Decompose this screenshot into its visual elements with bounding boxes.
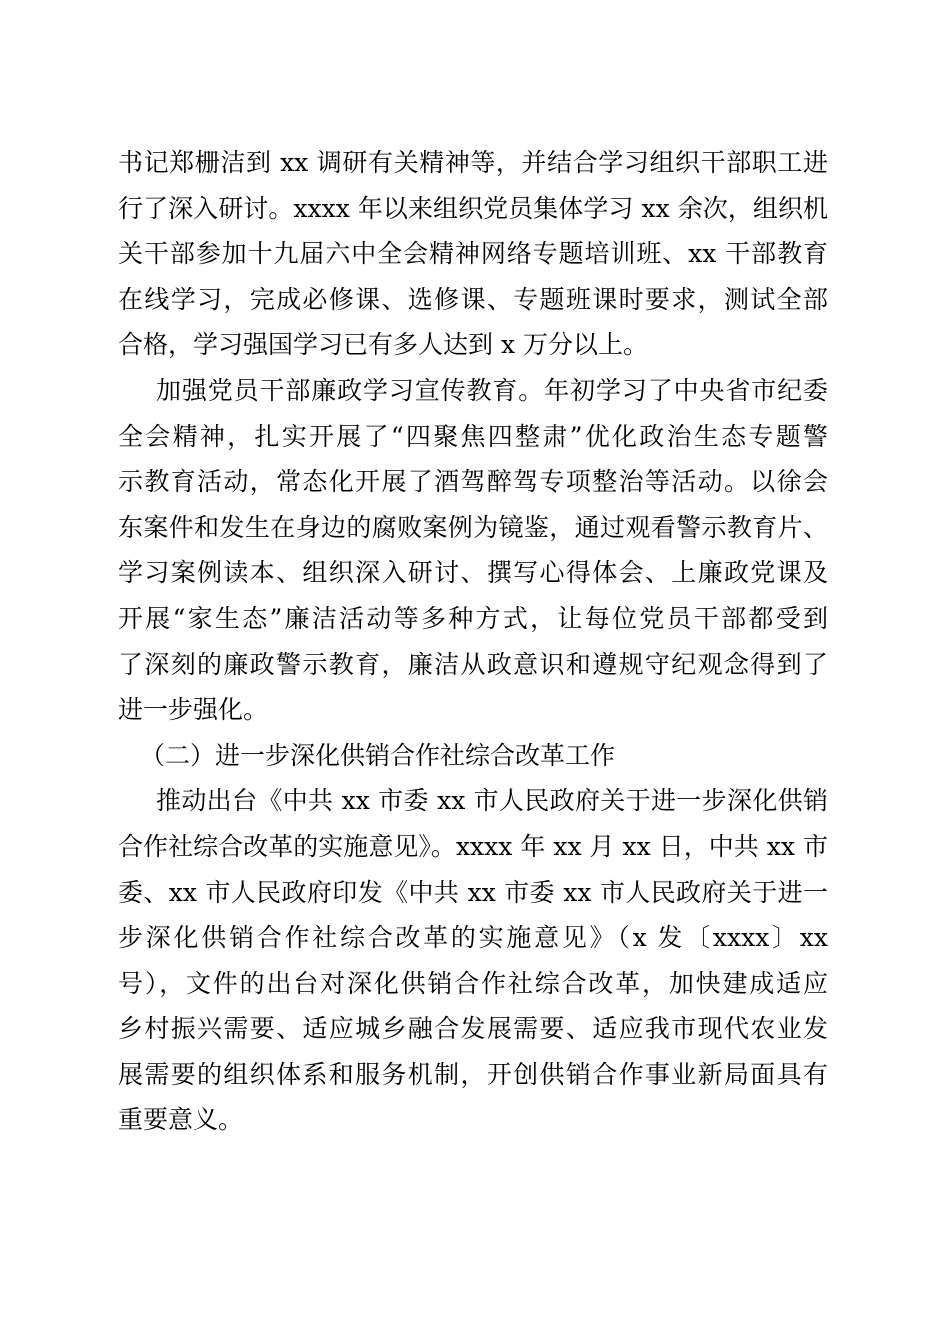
text-line: 了深刻的廉政警示教育，廉洁从政意识和遵规守纪观念得到了 bbox=[118, 649, 828, 679]
section-heading bbox=[118, 733, 828, 779]
text-line: 书记郑栅洁到 xx 调研有关精神等，并结合学习组织干部职工进 bbox=[118, 148, 828, 177]
text-line: 合格，学习强国学习已有多人达到 x 万分以上。 bbox=[118, 330, 648, 360]
text-line: 关干部参加十九届六中全会精神网络专题培训班、xx 干部教育 bbox=[118, 239, 828, 269]
text-line: 学习案例读本、组织深入研讨、撰写心得体会、上廉政党课及 bbox=[118, 558, 828, 588]
text-line: 示教育活动，常态化开展了酒驾醉驾专项整治等活动。以徐会 bbox=[118, 467, 828, 497]
text-line: 展需要的组织体系和服务机制，开创供销合作事业新局面具有 bbox=[118, 1059, 828, 1089]
text-line: 开展“家生态”廉洁活动等多种方式，让每位党员干部都受到 bbox=[118, 603, 828, 633]
text-line: 步深化供销合作社综合改革的实施意见》（x 发〔xxxx〕xx bbox=[118, 923, 828, 953]
text-line: 行了深入研讨。xxxx 年以来组织党员集体学习 xx 余次，组织机 bbox=[118, 193, 828, 223]
text-line: 在线学习，完成必修课、选修课、专题班课时要求，测试全部 bbox=[118, 284, 828, 314]
paragraph-integrity-education bbox=[118, 368, 828, 733]
text-line: 委、xx 市人民政府印发《中共 xx 市委 xx 市人民政府关于进一 bbox=[118, 877, 828, 907]
paragraph-study bbox=[118, 140, 828, 368]
text-line: 重要意义。 bbox=[118, 1105, 244, 1135]
section-heading-text: （二）进一步深化供销合作社综合改革工作 bbox=[140, 740, 616, 770]
text-line: 进一步强化。 bbox=[118, 695, 269, 725]
text-line: 乡村振兴需要、适应城乡融合发展需要、适应我市现代农业发 bbox=[118, 1014, 828, 1044]
text-line: 合作社综合改革的实施意见》。xxxx 年 xx 月 xx 日，中共 xx 市 bbox=[118, 831, 828, 861]
text-line: 加强党员干部廉政学习宣传教育。年初学习了中央省市纪委 bbox=[156, 375, 828, 405]
text-line: 号），文件的出台对深化供销合作社综合改革，加快建成适应 bbox=[118, 968, 828, 998]
paragraph-reform bbox=[118, 778, 828, 1143]
text-line: 东案件和发生在身边的腐败案例为镜鉴，通过观看警示教育片、 bbox=[118, 512, 828, 542]
text-line: 全会精神，扎实开展了“四聚焦四整肃”优化政治生态专题警 bbox=[118, 421, 828, 451]
document-body bbox=[118, 140, 828, 1143]
text-line: 推动出台《中共 xx 市委 xx 市人民政府关于进一步深化供销 bbox=[156, 786, 828, 816]
